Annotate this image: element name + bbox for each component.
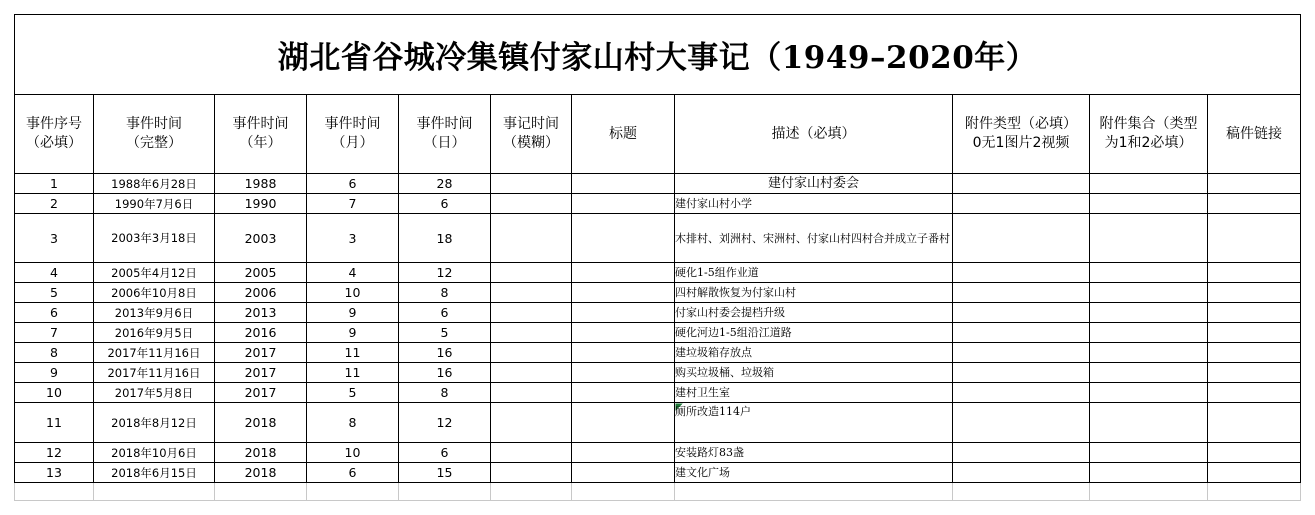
empty-cell[interactable]	[215, 483, 307, 501]
table-row	[15, 174, 1301, 194]
cell-full-date[interactable]: 2003年3月18日	[94, 214, 215, 263]
empty-cell[interactable]	[953, 483, 1090, 501]
cell-no[interactable]: 10	[15, 383, 94, 403]
cell-title[interactable]	[572, 174, 675, 194]
cell-day[interactable]: 8	[399, 283, 491, 303]
cell-year[interactable]: 2018	[215, 443, 307, 463]
cell-no[interactable]: 8	[15, 343, 94, 363]
header-cell-link[interactable]: 稿件链接	[1208, 95, 1301, 174]
cell-day[interactable]: 6	[399, 443, 491, 463]
cell-day[interactable]: 6	[399, 194, 491, 214]
cell-day[interactable]: 6	[399, 303, 491, 323]
cell-link[interactable]	[1208, 403, 1301, 443]
cell-link[interactable]	[1208, 343, 1301, 363]
cell-attachment-type[interactable]	[953, 403, 1090, 443]
cell-full-date[interactable]: 2018年6月15日	[94, 463, 215, 483]
cell-month[interactable]: 11	[307, 363, 399, 383]
cell-fuzzy-date[interactable]	[491, 174, 572, 194]
cell-attachment-type[interactable]	[953, 303, 1090, 323]
empty-cell[interactable]	[399, 483, 491, 501]
cell-attachments[interactable]	[1090, 303, 1208, 323]
cell-title[interactable]	[572, 363, 675, 383]
cell-attachments[interactable]	[1090, 383, 1208, 403]
cell-no[interactable]: 1	[15, 174, 94, 194]
cell-full-date[interactable]: 2016年9月5日	[94, 323, 215, 343]
cell-year[interactable]: 1988	[215, 174, 307, 194]
cell-title[interactable]	[572, 463, 675, 483]
header-row	[15, 95, 1301, 174]
cell-attachments[interactable]	[1090, 463, 1208, 483]
cell-attachments[interactable]	[1090, 363, 1208, 383]
cell-link[interactable]	[1208, 463, 1301, 483]
empty-row	[15, 483, 1301, 501]
cell-year[interactable]: 2005	[215, 263, 307, 283]
cell-attachments[interactable]	[1090, 403, 1208, 443]
cell-full-date[interactable]: 2017年11月16日	[94, 343, 215, 363]
cell-attachment-type[interactable]	[953, 463, 1090, 483]
table-row	[15, 343, 1301, 363]
cell-fuzzy-date[interactable]	[491, 363, 572, 383]
table-row	[15, 463, 1301, 483]
cell-description[interactable]: 付家山村委会提档升级	[675, 303, 953, 323]
cell-attachment-type[interactable]	[953, 263, 1090, 283]
header-cell-month[interactable]: 事件时间 （月）	[307, 95, 399, 174]
table-row	[15, 403, 1301, 443]
cell-year[interactable]: 2018	[215, 403, 307, 443]
cell-attachment-type[interactable]	[953, 214, 1090, 263]
cell-attachment-type[interactable]	[953, 343, 1090, 363]
cell-full-date[interactable]: 2018年10月6日	[94, 443, 215, 463]
empty-cell[interactable]	[307, 483, 399, 501]
cell-full-date[interactable]: 2017年11月16日	[94, 363, 215, 383]
cell-attachment-type[interactable]	[953, 383, 1090, 403]
cell-full-date[interactable]: 2018年8月12日	[94, 403, 215, 443]
cell-description[interactable]: 硬化1-5组作业道	[675, 263, 953, 283]
cell-attachment-type[interactable]	[953, 194, 1090, 214]
cell-day[interactable]: 28	[399, 174, 491, 194]
cell-fuzzy-date[interactable]	[491, 283, 572, 303]
cell-fuzzy-date[interactable]	[491, 343, 572, 363]
cell-attachment-type[interactable]	[953, 443, 1090, 463]
cell-day[interactable]: 16	[399, 343, 491, 363]
cell-link[interactable]	[1208, 194, 1301, 214]
cell-description[interactable]: 购买垃圾桶、垃圾箱	[675, 363, 953, 383]
table-row	[15, 214, 1301, 263]
cell-year[interactable]: 2006	[215, 283, 307, 303]
header-cell-attachments[interactable]: 附件集合（类型 为1和2必填）	[1090, 95, 1208, 174]
cell-month[interactable]: 9	[307, 323, 399, 343]
cell-link[interactable]	[1208, 363, 1301, 383]
cell-link[interactable]	[1208, 214, 1301, 263]
cell-title[interactable]	[572, 343, 675, 363]
cell-link[interactable]	[1208, 303, 1301, 323]
cell-full-date[interactable]: 2005年4月12日	[94, 263, 215, 283]
cell-no[interactable]: 6	[15, 303, 94, 323]
cell-fuzzy-date[interactable]	[491, 263, 572, 283]
cell-fuzzy-date[interactable]	[491, 303, 572, 323]
cell-title[interactable]	[572, 323, 675, 343]
cell-description[interactable]: 硬化河边1-5组沿江道路	[675, 323, 953, 343]
cell-fuzzy-date[interactable]	[491, 443, 572, 463]
cell-month[interactable]: 8	[307, 403, 399, 443]
cell-month[interactable]: 10	[307, 443, 399, 463]
header-cell-year[interactable]: 事件时间 （年）	[215, 95, 307, 174]
cell-year[interactable]: 2016	[215, 323, 307, 343]
empty-cell[interactable]	[94, 483, 215, 501]
cell-year[interactable]: 2017	[215, 363, 307, 383]
cell-attachments[interactable]	[1090, 323, 1208, 343]
header-cell-title[interactable]: 标题	[572, 95, 675, 174]
header-cell-day[interactable]: 事件时间 （日）	[399, 95, 491, 174]
cell-full-date[interactable]: 2006年10月8日	[94, 283, 215, 303]
cell-description[interactable]: 建付家山村小学	[675, 194, 953, 214]
cell-link[interactable]	[1208, 443, 1301, 463]
cell-day[interactable]: 15	[399, 463, 491, 483]
cell-description[interactable]: 木排村、刘洲村、宋洲村、付家山村四村合并成立子番村	[675, 214, 953, 263]
table-row	[15, 363, 1301, 383]
cell-year[interactable]: 2017	[215, 383, 307, 403]
cell-month[interactable]: 10	[307, 283, 399, 303]
cell-month[interactable]: 11	[307, 343, 399, 363]
cell-day[interactable]: 18	[399, 214, 491, 263]
cell-year[interactable]: 2003	[215, 214, 307, 263]
header-cell-attachment-type[interactable]: 附件类型（必填） 0无1图片2视频	[953, 95, 1090, 174]
cell-fuzzy-date[interactable]	[491, 383, 572, 403]
cell-day[interactable]: 5	[399, 323, 491, 343]
cell-attachments[interactable]	[1090, 214, 1208, 263]
table-row	[15, 194, 1301, 214]
cell-attachments[interactable]	[1090, 194, 1208, 214]
cell-month[interactable]: 9	[307, 303, 399, 323]
cell-day[interactable]: 12	[399, 403, 491, 443]
cell-day[interactable]: 12	[399, 263, 491, 283]
cell-no[interactable]: 5	[15, 283, 94, 303]
cell-title[interactable]	[572, 443, 675, 463]
cell-full-date[interactable]: 1988年6月28日	[94, 174, 215, 194]
table-row	[15, 383, 1301, 403]
cell-link[interactable]	[1208, 263, 1301, 283]
empty-cell[interactable]	[15, 483, 94, 501]
cell-title[interactable]	[572, 303, 675, 323]
cell-full-date[interactable]: 2017年5月8日	[94, 383, 215, 403]
events-table	[14, 14, 1301, 501]
cell-day[interactable]: 16	[399, 363, 491, 383]
cell-link[interactable]	[1208, 283, 1301, 303]
cell-description[interactable]: 建村卫生室	[675, 383, 953, 403]
header-cell-description[interactable]: 描述（必填）	[675, 95, 953, 174]
cell-attachment-type[interactable]	[953, 363, 1090, 383]
table-row	[15, 303, 1301, 323]
cell-description[interactable]: 建垃圾箱存放点	[675, 343, 953, 363]
cell-year[interactable]: 2017	[215, 343, 307, 363]
cell-fuzzy-date[interactable]	[491, 194, 572, 214]
cell-attachments[interactable]	[1090, 283, 1208, 303]
sheet-title[interactable]: 湖北省谷城冷集镇付家山村大事记（1949–2020年）	[15, 15, 1301, 95]
cell-no[interactable]: 7	[15, 323, 94, 343]
cell-month[interactable]: 6	[307, 174, 399, 194]
cell-link[interactable]	[1208, 383, 1301, 403]
cell-attachment-type[interactable]	[953, 174, 1090, 194]
cell-title[interactable]	[572, 403, 675, 443]
cell-description[interactable]: 四村解散恢复为付家山村	[675, 283, 953, 303]
cell-no[interactable]: 12	[15, 443, 94, 463]
cell-fuzzy-date[interactable]	[491, 403, 572, 443]
cell-no[interactable]: 11	[15, 403, 94, 443]
cell-month[interactable]: 4	[307, 263, 399, 283]
cell-title[interactable]	[572, 383, 675, 403]
empty-cell[interactable]	[675, 483, 953, 501]
cell-attachments[interactable]	[1090, 174, 1208, 194]
cell-attachments[interactable]	[1090, 263, 1208, 283]
cell-attachments[interactable]	[1090, 443, 1208, 463]
cell-title[interactable]	[572, 214, 675, 263]
cell-link[interactable]	[1208, 174, 1301, 194]
cell-month[interactable]: 7	[307, 194, 399, 214]
cell-fuzzy-date[interactable]	[491, 214, 572, 263]
table-row	[15, 263, 1301, 283]
cell-attachment-type[interactable]	[953, 323, 1090, 343]
empty-cell[interactable]	[572, 483, 675, 501]
empty-cell[interactable]	[1090, 483, 1208, 501]
cell-fuzzy-date[interactable]	[491, 463, 572, 483]
cell-year[interactable]: 2018	[215, 463, 307, 483]
cell-title[interactable]	[572, 283, 675, 303]
cell-title[interactable]	[572, 263, 675, 283]
empty-cell[interactable]	[1208, 483, 1301, 501]
cell-full-date[interactable]: 2013年9月6日	[94, 303, 215, 323]
cell-year[interactable]: 2013	[215, 303, 307, 323]
cell-month[interactable]: 5	[307, 383, 399, 403]
cell-description[interactable]: 安装路灯83盏	[675, 443, 953, 463]
cell-no[interactable]: 13	[15, 463, 94, 483]
cell-title[interactable]	[572, 194, 675, 214]
cell-day[interactable]: 8	[399, 383, 491, 403]
cell-attachments[interactable]	[1090, 343, 1208, 363]
cell-no[interactable]: 3	[15, 214, 94, 263]
cell-description[interactable]: 建文化广场	[675, 463, 953, 483]
cell-month[interactable]: 3	[307, 214, 399, 263]
cell-fuzzy-date[interactable]	[491, 323, 572, 343]
cell-full-date[interactable]: 1990年7月6日	[94, 194, 215, 214]
header-cell-no[interactable]: 事件序号 （必填）	[15, 95, 94, 174]
cell-no[interactable]: 2	[15, 194, 94, 214]
table-row	[15, 283, 1301, 303]
cell-description[interactable]: 建付家山村委会	[675, 174, 953, 194]
cell-no[interactable]: 4	[15, 263, 94, 283]
header-cell-full-date[interactable]: 事件时间 （完整）	[94, 95, 215, 174]
cell-month[interactable]: 6	[307, 463, 399, 483]
cell-description[interactable]: 厕所改造114户	[675, 403, 953, 443]
empty-cell[interactable]	[491, 483, 572, 501]
cell-attachment-type[interactable]	[953, 283, 1090, 303]
table-row	[15, 323, 1301, 343]
table-row	[15, 443, 1301, 463]
header-cell-fuzzy-date[interactable]: 事记时间 （模糊）	[491, 95, 572, 174]
cell-link[interactable]	[1208, 323, 1301, 343]
cell-no[interactable]: 9	[15, 363, 94, 383]
cell-year[interactable]: 1990	[215, 194, 307, 214]
